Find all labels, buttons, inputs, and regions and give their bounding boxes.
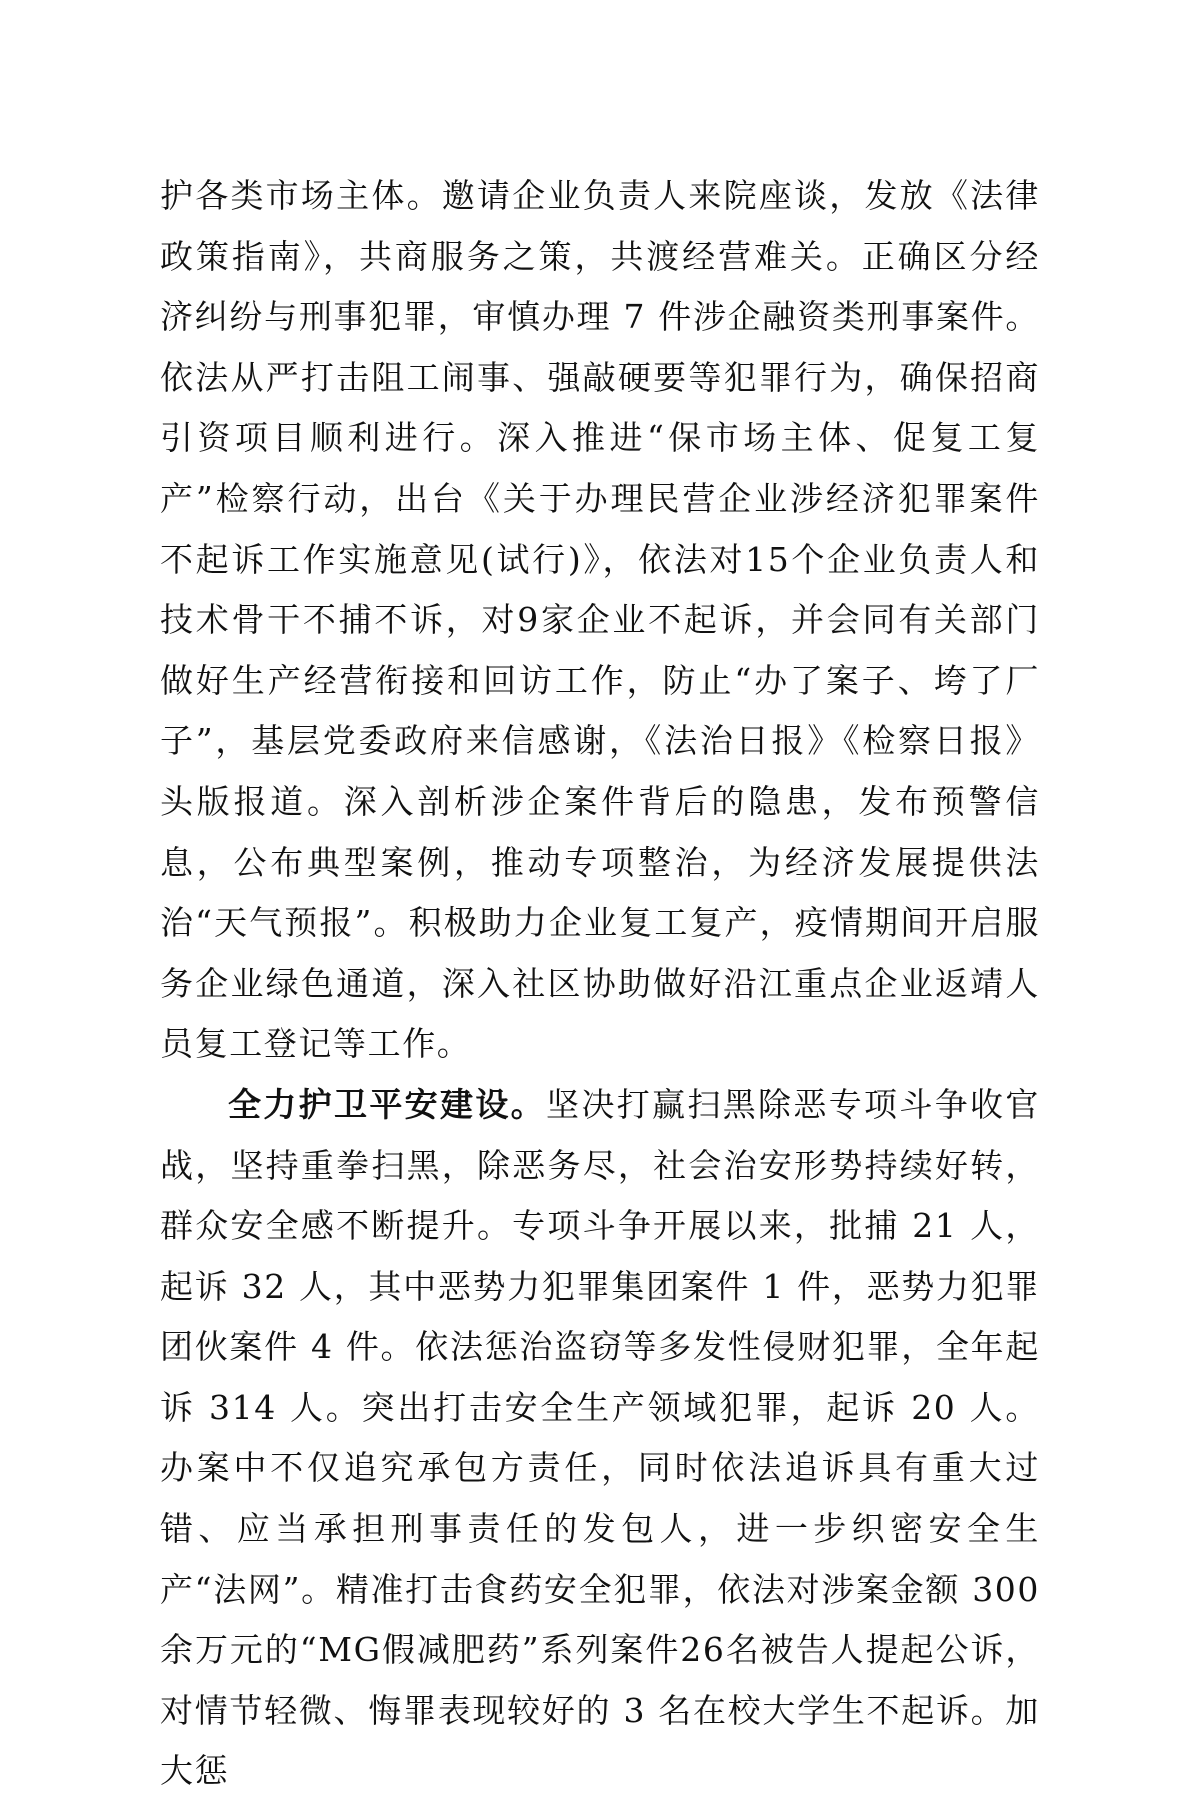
body-paragraph: 护各类市场主体。邀请企业负责人来院座谈，发放《法律政策指南》，共商服务之策，共渡经营难关。正确区分经济纠纷与刑事犯罪，审慎办理 7 件涉企融资类刑事案件。依法从严打击阻工闹事、强敲硬要等犯罪行为，确保招商引资项目顺利进行。深入推进“保市场主体、促复工复产”检察行动，出台《关于办理民营企业涉经济犯罪案件不起诉工作实施意见(试行)》，依法对15个企业负责人和技术骨干不捕不诉，对9家企业不起诉，并会同有关部门做好生产经营衔接和回访工作，防止“办了案子、垮了厂子”，基层党委政府来信感谢，《法治日报》《检察日报》头版报道。深入剖析涉企案件背后的隐患，发布预警信息，公布典型案例，推动专项整治，为经济发展提供法治“天气预报”。积极助力企业复工复产，疫情期间开启服务企业绿色通道，深入社区协助做好沿江重点企业返靖人员复工登记等工作。 [160,176,1040,1064]
paragraph-heading: 全力护卫平安建设。 [228,1084,547,1124]
paragraph-text: 坚决打赢扫黑除恶专项斗争收官战，坚持重拳扫黑，除恶务尽，社会治安形势持续好转，群众安全感不断提升。专项斗争开展以来，批捕 21 人，起诉 32 人，其中恶势力犯罪集团案件 1 件，恶势力犯罪团伙案件 4 件。依法惩治盗窃等多发性侵财犯罪，全年起诉 314 人。突出打击安全生产领域犯罪，起诉 20 人。办案中不仅追究承包方责任，同时依法追诉具有重大过错、应当承担刑事责任的发包人，进一步织密安全生产“法网”。精准打击食药安全犯罪，依法对涉案金额 300余万元的“MG假减肥药”系列案件26名被告人提起公诉，对情节轻微、悔罪表现较好的 3 名在校大学生不起诉。加大惩 [160,1084,1040,1791]
body-paragraph [160,1075,1040,1802]
document-page [160,166,1040,1802]
